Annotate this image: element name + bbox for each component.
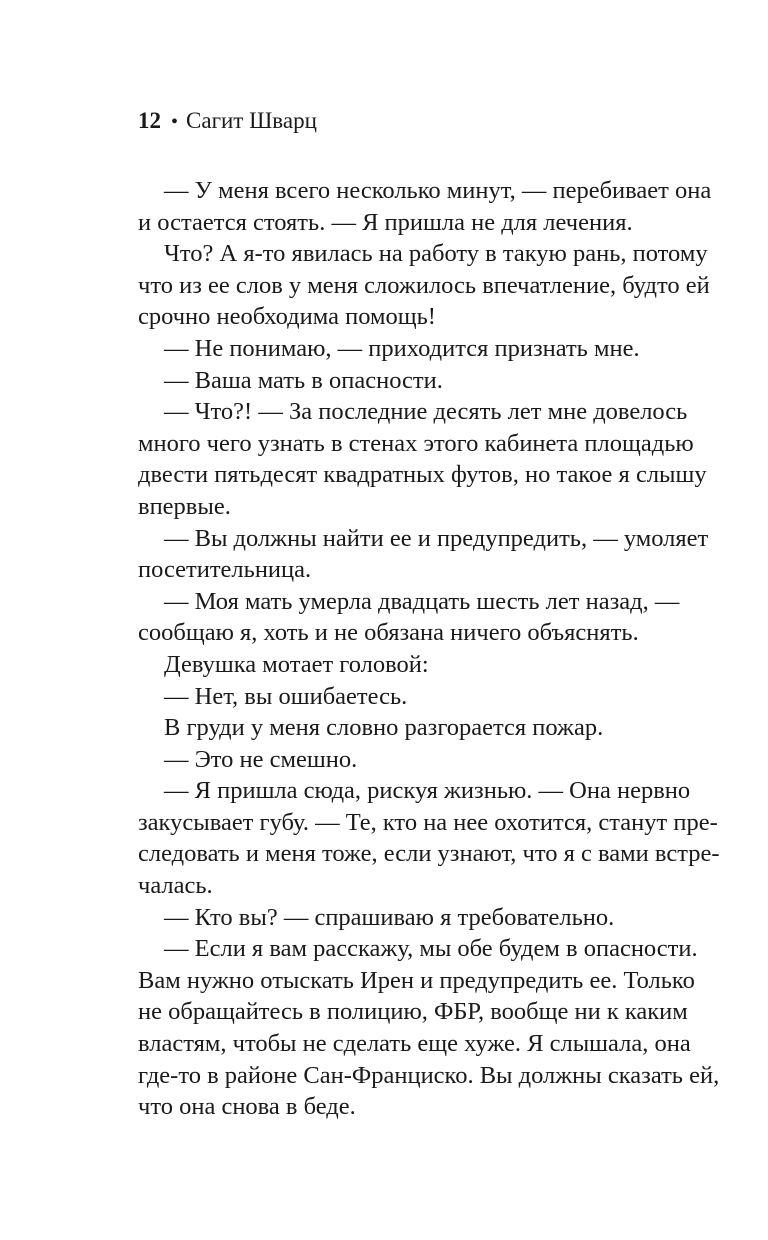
- text-line: — Ваша мать в опасности.: [164, 366, 443, 394]
- text-line: — Что?! — За последние десять лет мне довелось: [164, 398, 688, 426]
- text-line: — Я пришла сюда, рискуя жизнью. — Она нервно: [164, 777, 691, 805]
- text-line: много чего узнать в стенах этого кабинета площадью: [138, 429, 694, 457]
- text-line: — Моя мать умерла двадцать шесть лет назад, —: [164, 587, 680, 615]
- text-line: и остается стоять. — Я пришла не для лечения.: [138, 208, 633, 236]
- text-line: — Кто вы? — спрашиваю я требовательно.: [164, 903, 615, 931]
- text-line: В груди у меня словно разгорается пожар.: [164, 714, 604, 742]
- text-line: впервые.: [138, 492, 231, 520]
- text-line: — Нет, вы ошибаетесь.: [164, 682, 408, 710]
- text-line: не обращайтесь в полицию, ФБР, вообще ни к каким: [138, 998, 688, 1026]
- text-line: срочно необходима помощь!: [138, 303, 436, 331]
- text-line: где-то в районе Сан-Франциско. Вы должны сказать ей,: [138, 1061, 720, 1089]
- text-line: что из ее слов у меня сложилось впечатление, будто ей: [138, 271, 710, 299]
- text-line: — Не понимаю, — приходится признать мне.: [164, 334, 640, 362]
- text-line: Вам нужно отыскать Ирен и предупредить ее. Только: [138, 966, 695, 994]
- text-line: Что? А я-то явилась на работу в такую рань, потому: [164, 240, 708, 268]
- page-number: 12: [138, 108, 161, 133]
- text-line: — Это не смешно.: [164, 745, 358, 773]
- text-line: — У меня всего несколько минут, — перебивает она: [164, 177, 712, 204]
- text-line: — Вы должны найти ее и предупредить, — умоляет: [164, 524, 709, 552]
- text-line: сообщаю я, хоть и не обязана ничего объяснять.: [138, 619, 639, 647]
- text-line: двести пятьдесят квадратных футов, но такое я слышу: [138, 461, 707, 489]
- text-line: посетительница.: [138, 556, 312, 584]
- author-name: Сагит Шварц: [186, 108, 317, 133]
- text-line: — Если я вам расскажу, мы обе будем в опасности.: [164, 935, 698, 963]
- text-line: закусывает губу. — Те, кто на нее охотится, станут пре-: [138, 808, 718, 836]
- text-line: что она снова в беде.: [138, 1093, 356, 1121]
- text-line: следовать и меня тоже, если узнают, что я с вами встре-: [138, 840, 720, 868]
- running-head: [138, 106, 317, 137]
- header-bullet: •: [171, 111, 179, 133]
- text-line: чалась.: [138, 872, 213, 900]
- body-text: [138, 175, 720, 1123]
- text-line: властям, чтобы не сделать еще хуже. Я слышала, она: [138, 1030, 691, 1058]
- text-line: Девушка мотает головой:: [164, 650, 429, 678]
